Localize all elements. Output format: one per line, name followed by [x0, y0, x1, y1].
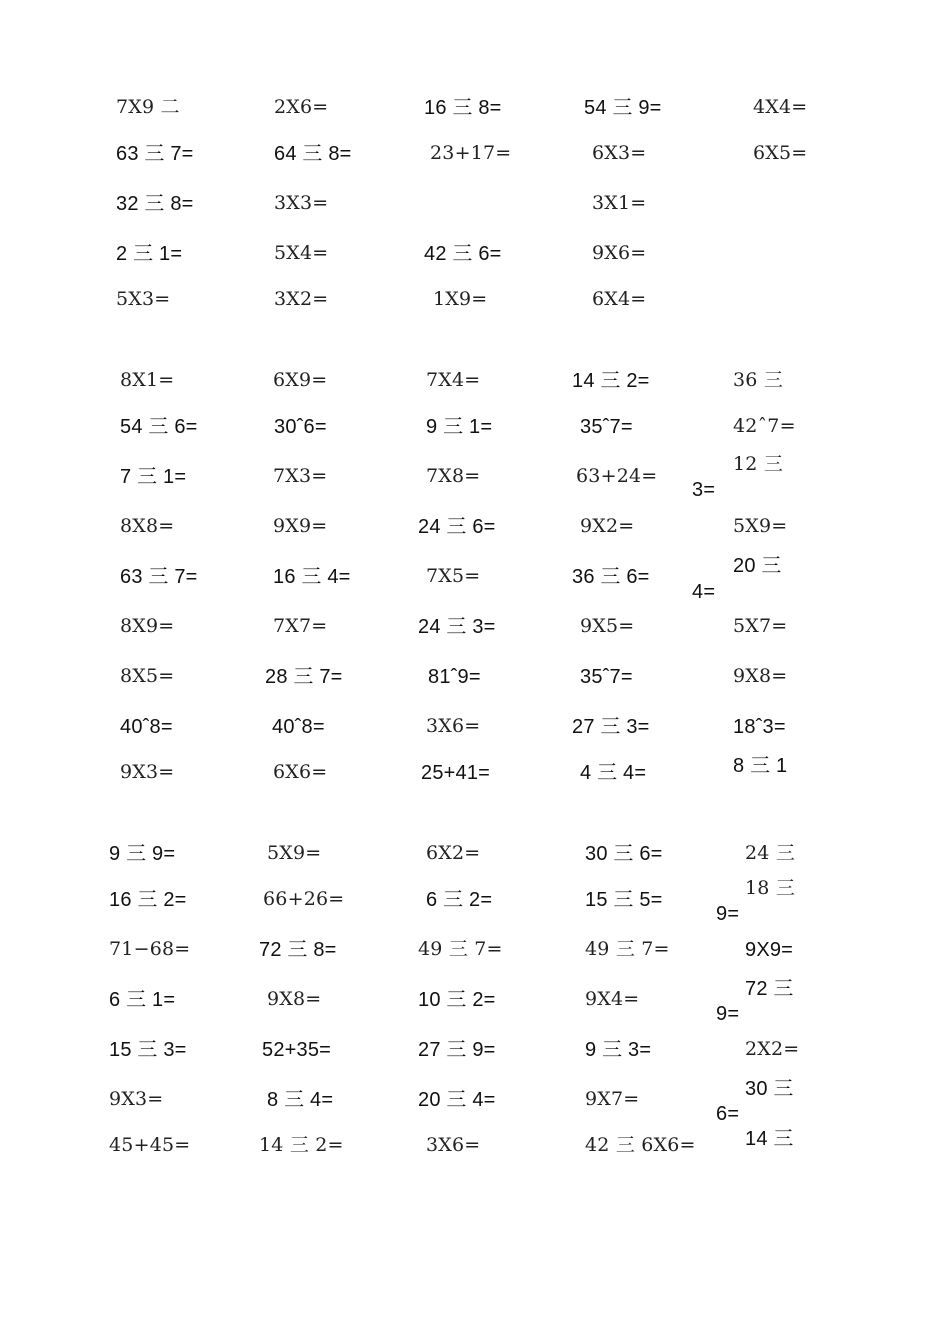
problem: 25+41= — [421, 762, 491, 784]
problem: 4X4= — [753, 96, 808, 118]
problem: 6X6= — [273, 761, 328, 783]
problem: 40ˆ8= — [120, 716, 173, 738]
problem: 9X7= — [585, 1088, 640, 1110]
problem: 16 三 4= — [273, 566, 351, 588]
problem: 8X1= — [120, 369, 175, 391]
wrapped-fragment: 6= — [716, 1103, 740, 1125]
problem: 9X5= — [580, 615, 635, 637]
problem: 54 三 9= — [584, 97, 662, 119]
problem: 15 三 3= — [109, 1039, 187, 1061]
problem: 7X7= — [273, 615, 328, 637]
problem: 18 三 — [745, 877, 796, 899]
problem: 24 三 — [745, 842, 796, 864]
problem: 5X9= — [733, 515, 788, 537]
problem: 9X6= — [592, 242, 647, 264]
problem: 8 三 1 — [733, 755, 788, 777]
problem: 1X9= — [433, 288, 488, 310]
problem: 4 三 4= — [580, 762, 647, 784]
problem: 3X6= — [426, 715, 481, 737]
problem: 49 三 7= — [418, 938, 503, 960]
problem: 5X4= — [274, 242, 329, 264]
problem: 40ˆ8= — [272, 716, 325, 738]
problem: 63+24= — [576, 465, 658, 487]
problem: 66+26= — [263, 888, 345, 910]
problem: 7X8= — [426, 465, 481, 487]
wrapped-fragment: 4= — [692, 581, 716, 603]
problem: 3X1= — [592, 192, 647, 214]
problem: 20 三 — [733, 555, 782, 577]
problem: 8X8= — [120, 515, 175, 537]
problem: 9X8= — [733, 665, 788, 687]
problem: 2X2= — [745, 1038, 800, 1060]
problem: 9X3= — [109, 1088, 164, 1110]
wrapped-fragment: 3= — [692, 479, 716, 501]
problem: 9X3= — [120, 761, 175, 783]
problem: 28 三 7= — [265, 666, 343, 688]
problem: 49 三 7= — [585, 938, 670, 960]
problem: 8 三 4= — [267, 1089, 334, 1111]
problem: 20 三 4= — [418, 1089, 496, 1111]
problem: 14 三 2= — [259, 1134, 344, 1156]
problem: 9X9= — [273, 515, 328, 537]
problem: 7X5= — [426, 565, 481, 587]
problem: 7X9 二 — [116, 96, 180, 118]
problem: 16 三 2= — [109, 889, 187, 911]
problem: 36 三 — [733, 369, 784, 391]
problem: 9X9= — [745, 939, 794, 961]
problem: 10 三 2= — [418, 989, 496, 1011]
problem: 3X3= — [274, 192, 329, 214]
problem: 36 三 6= — [572, 566, 650, 588]
problem: 6 三 2= — [426, 889, 493, 911]
wrapped-fragment: 9= — [716, 903, 740, 925]
problem: 71−68= — [109, 938, 191, 960]
problem: 5X9= — [267, 842, 322, 864]
problem: 23+17= — [430, 142, 512, 164]
problem: 64 三 8= — [274, 143, 352, 165]
problem: 9X4= — [585, 988, 640, 1010]
problem: 5X3= — [116, 288, 171, 310]
problem: 45+45= — [109, 1134, 191, 1156]
problem: 6X5= — [753, 142, 808, 164]
problem: 24 三 6= — [418, 516, 496, 538]
problem: 27 三 3= — [572, 716, 650, 738]
problem: 8X5= — [120, 665, 175, 687]
problem: 5X7= — [733, 615, 788, 637]
problem: 7X4= — [426, 369, 481, 391]
problem: 3X6= — [426, 1134, 481, 1156]
problem: 6X3= — [592, 142, 647, 164]
problem: 32 三 8= — [116, 193, 194, 215]
problem: 8X9= — [120, 615, 175, 637]
problem: 54 三 6= — [120, 416, 198, 438]
problem: 35ˆ7= — [580, 666, 633, 688]
problem: 6X9= — [273, 369, 328, 391]
problem: 9 三 1= — [426, 416, 493, 438]
problem: 81ˆ9= — [428, 666, 481, 688]
problem: 72 三 8= — [259, 939, 337, 961]
problem: 30 三 6= — [585, 843, 663, 865]
problem: 30ˆ6= — [274, 416, 327, 438]
problem: 12 三 — [733, 453, 784, 475]
problem: 6 三 1= — [109, 989, 176, 1011]
problem: 24 三 3= — [418, 616, 496, 638]
problem: 2X6= — [274, 96, 329, 118]
problem: 14 三 2= — [572, 370, 650, 392]
problem: 52+35= — [262, 1039, 332, 1061]
problem: 9 三 9= — [109, 843, 176, 865]
problem: 6X2= — [426, 842, 481, 864]
problem: 35ˆ7= — [580, 416, 633, 438]
problem: 7 三 1= — [120, 466, 187, 488]
problem: 15 三 5= — [585, 889, 663, 911]
problem: 63 三 7= — [120, 566, 198, 588]
problem: 2 三 1= — [116, 243, 183, 265]
problem: 9 三 3= — [585, 1039, 652, 1061]
problem: 14 三 — [745, 1128, 794, 1150]
problem: 3X2= — [274, 288, 329, 310]
problem: 9X8= — [267, 988, 322, 1010]
problem: 42ˆ7= — [733, 415, 796, 437]
problem: 18ˆ3= — [733, 716, 786, 738]
problem: 6X4= — [592, 288, 647, 310]
problem: 30 三 — [745, 1078, 794, 1100]
problem: 63 三 7= — [116, 143, 194, 165]
problem: 42 三 6= — [424, 243, 502, 265]
problem: 42 三 6X6= — [585, 1134, 696, 1156]
problem: 7X3= — [273, 465, 328, 487]
problem: 72 三 — [745, 978, 794, 1000]
problem: 27 三 9= — [418, 1039, 496, 1061]
problem: 9X2= — [580, 515, 635, 537]
wrapped-fragment: 9= — [716, 1003, 740, 1025]
problem: 16 三 8= — [424, 97, 502, 119]
